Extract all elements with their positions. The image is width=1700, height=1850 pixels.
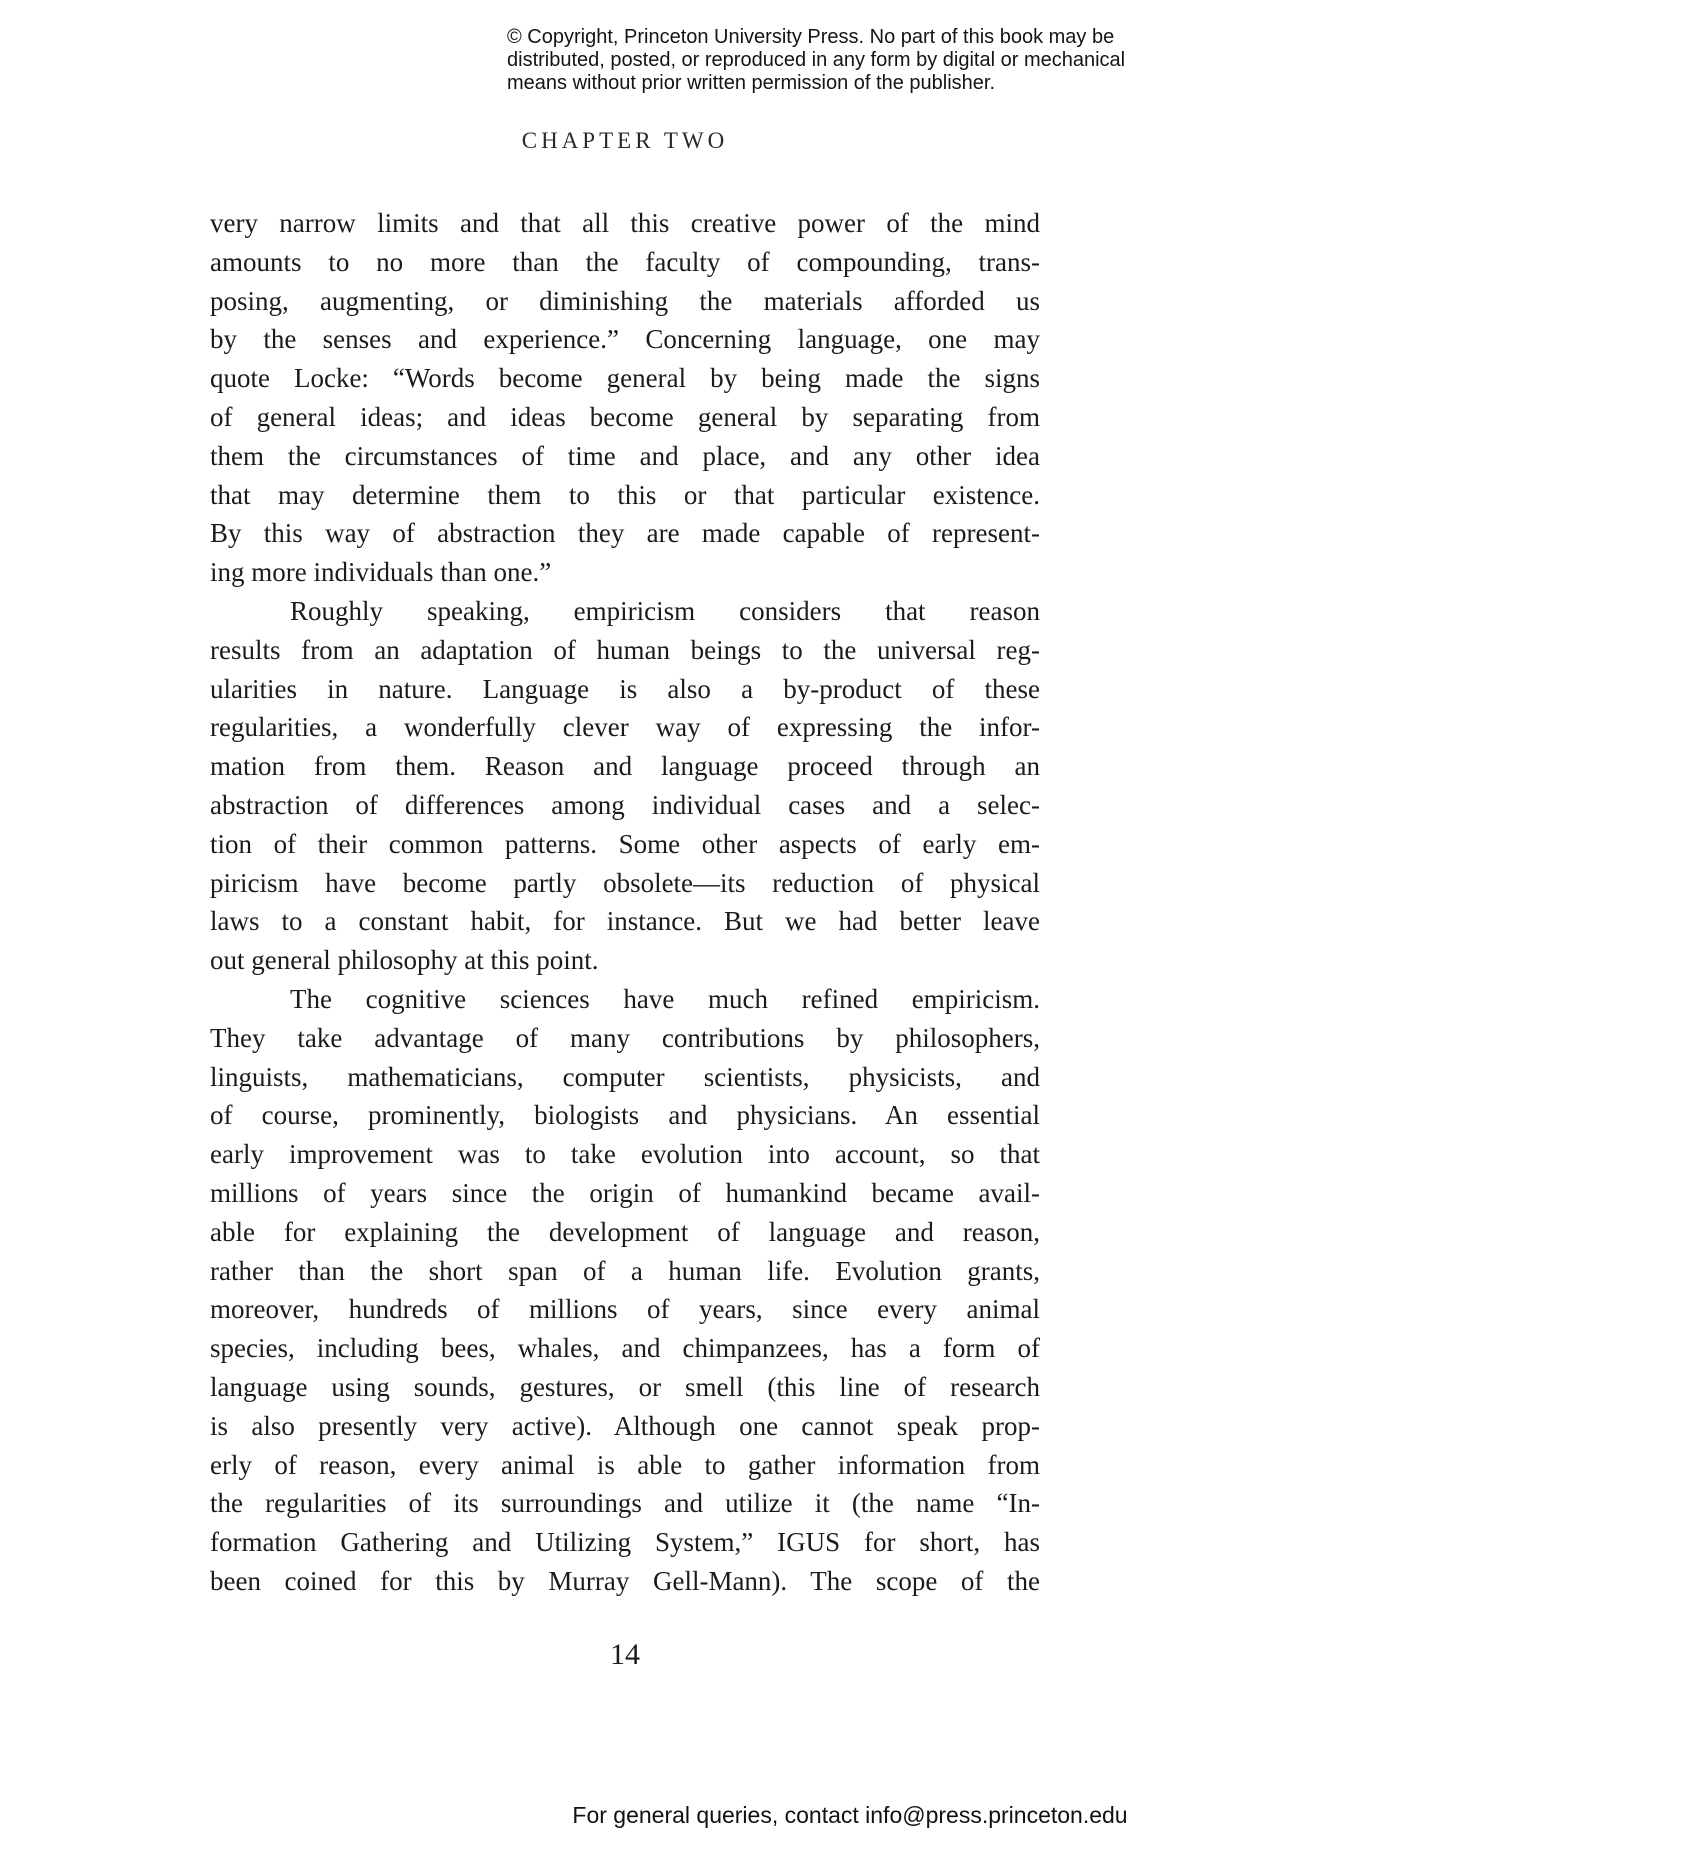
page-number: 14 — [610, 1638, 640, 1671]
text-line: quote Locke: “Words become general by being made the signs — [210, 363, 1040, 394]
text-line: early improvement was to take evolution into account, so that — [210, 1139, 1040, 1170]
text-line: is also presently very active). Although one cannot speak prop- — [210, 1410, 1040, 1441]
text-line: The cognitive sciences have much refined empiricism. — [290, 983, 1040, 1014]
text-line: the regularities of its surroundings and utilize it (the name “In- — [210, 1488, 1040, 1519]
chapter-header: CHAPTER TWO — [521, 128, 729, 153]
copyright-line-3: means without prior written permission of the publisher. — [507, 72, 996, 94]
text-line: laws to a constant habit, for instance. But we had better leave — [210, 906, 1040, 937]
text-line: tion of their common patterns. Some other aspects of early em- — [210, 828, 1040, 859]
text-line: They take advantage of many contributions by philosophers, — [210, 1022, 1040, 1053]
text-line: mation from them. Reason and language proceed through an — [210, 751, 1040, 782]
text-line: rather than the short span of a human life. Evolution grants, — [210, 1255, 1040, 1286]
text-line: millions of years since the origin of humankind became avail- — [210, 1177, 1040, 1208]
text-line: moreover, hundreds of millions of years, since every animal — [210, 1294, 1040, 1325]
text-line: piricism have become partly obsolete—its reduction of physical — [210, 867, 1040, 898]
text-line: out general philosophy at this point. — [210, 945, 599, 976]
text-line: language using sounds, gestures, or smell (this line of research — [210, 1371, 1040, 1402]
text-line: By this way of abstraction they are made capable of represent- — [210, 518, 1040, 549]
text-line: abstraction of differences among individual cases and a selec- — [210, 789, 1040, 820]
text-line: amounts to no more than the faculty of compounding, trans- — [210, 246, 1040, 277]
text-line: by the senses and experience.” Concerning language, one may — [210, 324, 1040, 355]
text-line: Roughly speaking, empiricism considers that reason — [290, 595, 1040, 626]
text-line: linguists, mathematicians, computer scientists, physicists, and — [210, 1061, 1040, 1092]
text-line: of general ideas; and ideas become general by separating from — [210, 401, 1040, 432]
text-line: ularities in nature. Language is also a by-product of these — [210, 673, 1040, 704]
text-line: ing more individuals than one.” — [210, 557, 552, 588]
copyright-line-2: distributed, posted, or reproduced in any form by digital or mechanical — [507, 49, 1126, 71]
text-line: regularities, a wonderfully clever way of expressing the infor- — [210, 712, 1040, 743]
text-line: that may determine them to this or that particular existence. — [210, 479, 1040, 510]
text-line: formation Gathering and Utilizing System,” IGUS for short, has — [210, 1527, 1040, 1558]
text-line: species, including bees, whales, and chimpanzees, has a form of — [210, 1333, 1040, 1364]
text-line: very narrow limits and that all this creative power of the mind — [210, 208, 1040, 238]
text-line: erly of reason, every animal is able to gather information from — [210, 1449, 1040, 1480]
text-line: been coined for this by Murray Gell-Mann). The scope of the — [210, 1565, 1040, 1596]
copyright-notice — [507, 26, 1207, 95]
text-line: them the circumstances of time and place, and any other idea — [210, 440, 1040, 471]
text-line: posing, augmenting, or diminishing the materials afforded us — [210, 285, 1040, 316]
text-line: able for explaining the development of language and reason, — [210, 1216, 1040, 1247]
body-text — [210, 204, 1040, 1601]
copyright-line-1: © Copyright, Princeton University Press. No part of this book may be — [507, 26, 1115, 48]
text-line: results from an adaptation of human beings to the universal reg- — [210, 634, 1040, 665]
text-line: of course, prominently, biologists and physicians. An essential — [210, 1100, 1040, 1131]
footer-contact: For general queries, contact info@press.princeton.edu — [572, 1802, 1128, 1828]
